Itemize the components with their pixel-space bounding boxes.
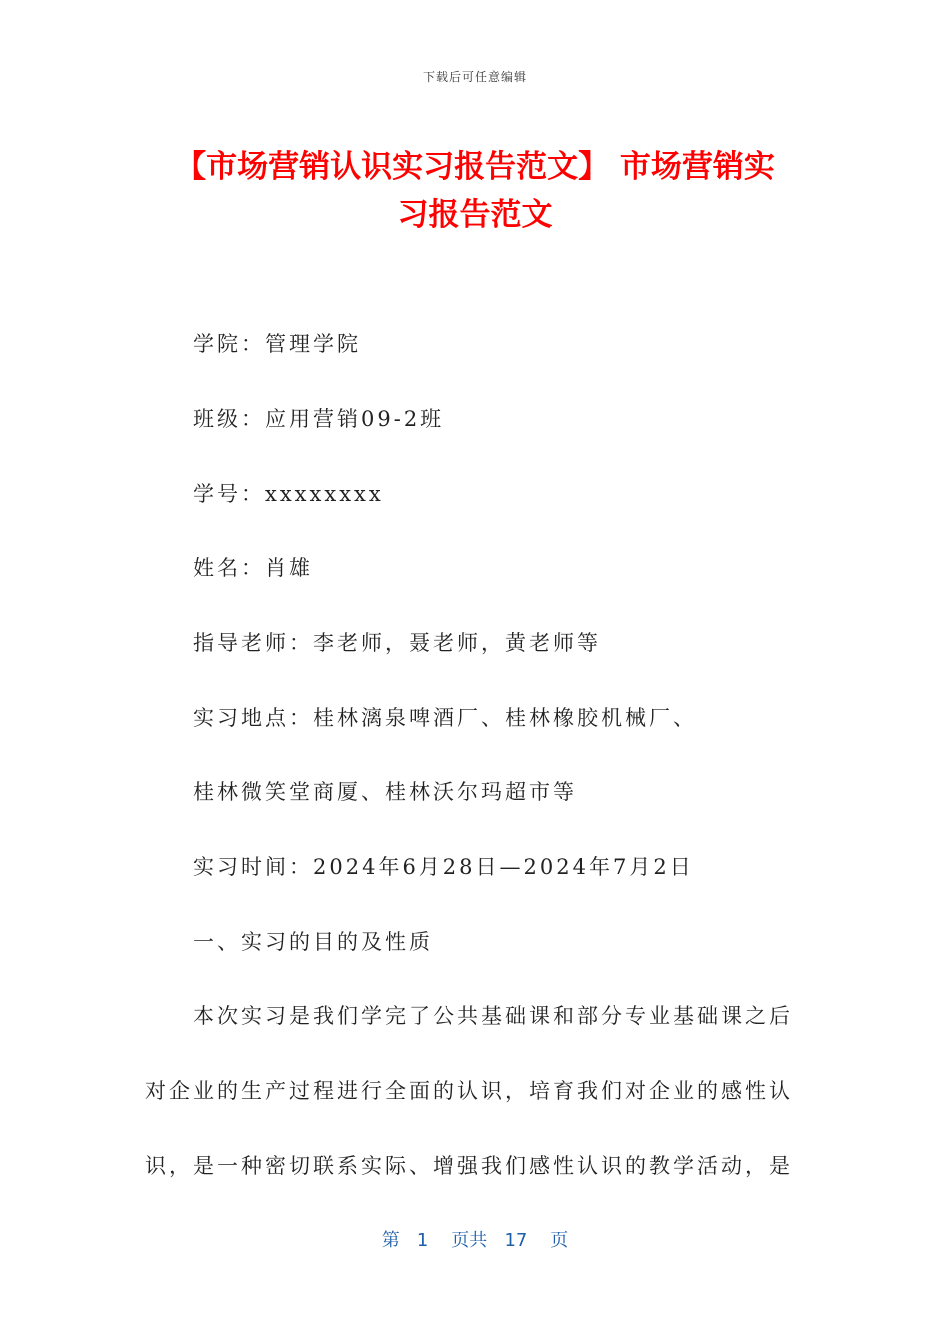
paragraph-line-3: 识，是一种密切联系实际、增强我们感性认识的教学活动，是 <box>145 1154 793 1178</box>
header-note: 下载后可任意编辑 <box>422 70 527 84</box>
title-line-2: 习报告范文 <box>397 197 553 233</box>
student-id-field: 学号：xxxxxxxx <box>193 482 384 506</box>
class-field: 班级：应用营销09-2班 <box>193 407 445 431</box>
footer-total-pages: 17 <box>504 1230 528 1251</box>
time-field: 实习时间：2024年6月28日—2024年7月2日 <box>193 855 694 879</box>
location-field-line-1: 实习地点：桂林漓泉啤酒厂、桂林橡胶机械厂、 <box>193 706 697 730</box>
footer-prefix: 第 <box>381 1230 400 1251</box>
footer-middle: 页共 <box>451 1230 488 1251</box>
section-heading: 一、实习的目的及性质 <box>193 930 433 954</box>
page-footer <box>0 1226 950 1252</box>
name-field: 姓名：肖雄 <box>193 556 313 580</box>
document-title <box>120 143 830 239</box>
footer-page-number: 1 <box>416 1230 429 1251</box>
footer-suffix: 页 <box>550 1230 569 1251</box>
location-field-line-2: 桂林微笑堂商厦、桂林沃尔玛超市等 <box>193 780 577 804</box>
college-field: 学院：管理学院 <box>193 332 361 356</box>
paragraph-line-1: 本次实习是我们学完了公共基础课和部分专业基础课之后 <box>193 1004 793 1028</box>
advisors-field: 指导老师：李老师，聂老师，黄老师等 <box>193 631 601 655</box>
paragraph-line-2: 对企业的生产过程进行全面的认识，培育我们对企业的感性认 <box>145 1079 793 1103</box>
title-line-1: 【市场营销认识实习报告范文】 市场营销实 <box>175 149 775 185</box>
